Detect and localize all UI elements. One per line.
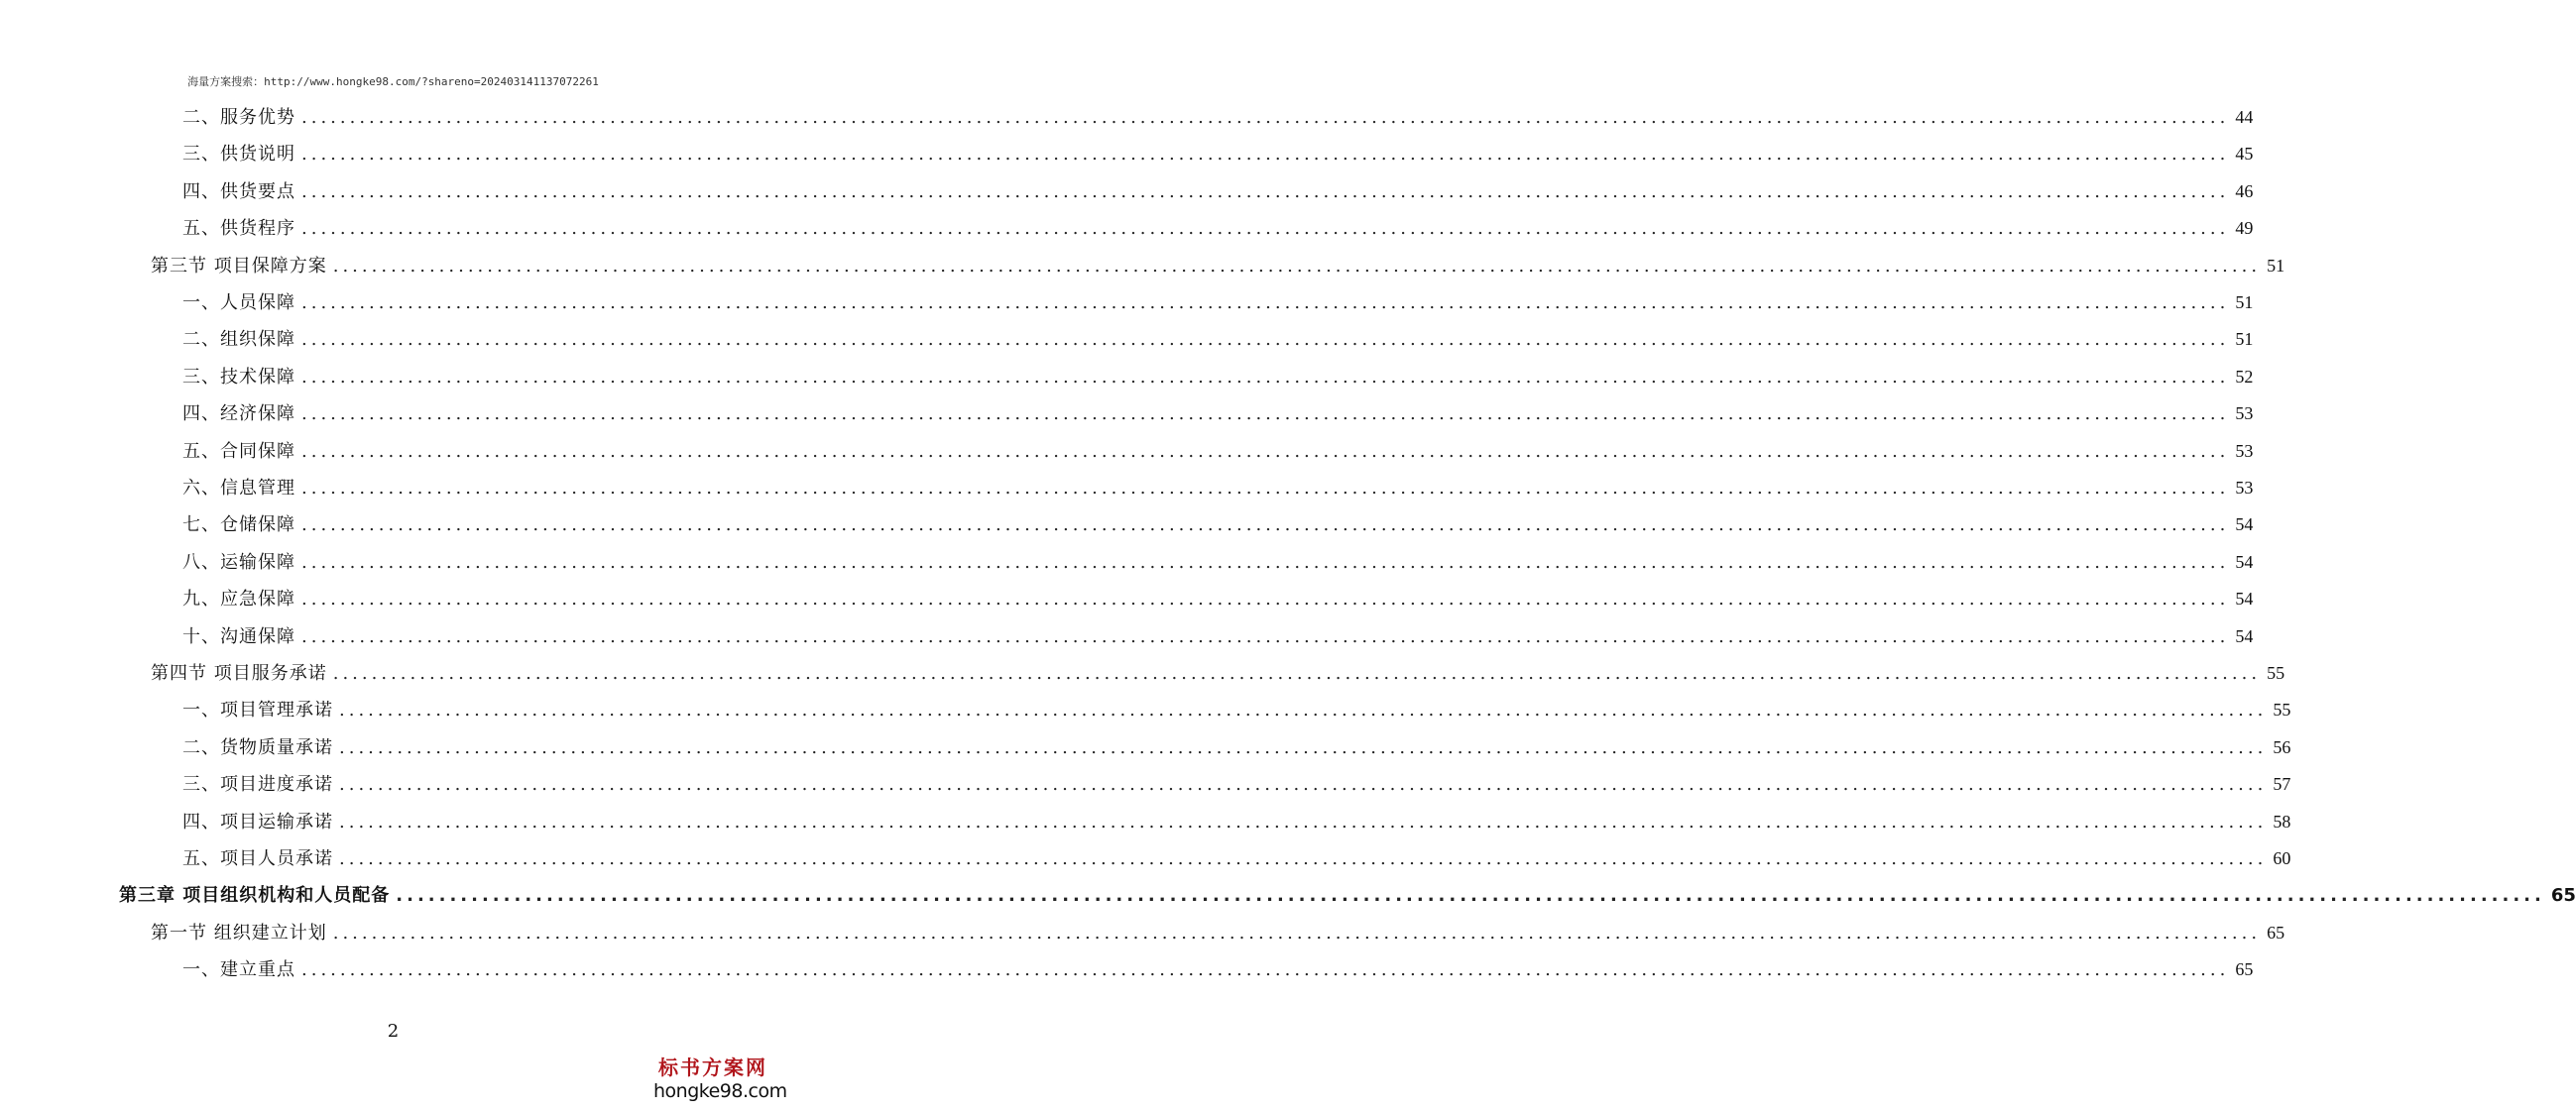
toc-leader-dots: ........................................................................................................................................................................................................ — [301, 589, 2230, 611]
toc-leader-dots: ........................................................................................................................................................................................................ — [301, 329, 2230, 351]
logo-cn-text: 标书方案网 — [658, 1056, 767, 1079]
toc-entry[interactable] — [182, 544, 2254, 581]
toc-entry[interactable] — [182, 766, 2291, 803]
toc-entry[interactable] — [182, 395, 2254, 432]
toc-leader-dots: ........................................................................................................................................................................................................ — [332, 255, 2262, 277]
toc-entry-page: 53 — [2235, 440, 2254, 461]
toc-entry-title: 第三节 项目保障方案 — [151, 255, 327, 277]
toc-entry-page: 57 — [2273, 774, 2291, 795]
toc-entry-page: 51 — [2267, 255, 2285, 276]
toc-entry[interactable] — [182, 692, 2291, 728]
toc-entry[interactable] — [182, 729, 2291, 766]
toc-entry[interactable] — [151, 915, 2285, 951]
toc-entry[interactable] — [119, 877, 2576, 914]
toc-entry-title: 五、项目人员承诺 — [182, 848, 333, 869]
toc-entry-title: 二、服务优势 — [182, 107, 295, 128]
toc-entry-title: 三、技术保障 — [182, 366, 295, 388]
toc-entry-page: 56 — [2273, 736, 2291, 757]
toc-leader-dots: ........................................................................................................................................................................................................ — [301, 218, 2230, 240]
toc-entry-title: 三、供货说明 — [182, 144, 295, 166]
toc-entry-title: 四、项目运输承诺 — [182, 811, 333, 833]
toc-entry[interactable] — [182, 581, 2254, 617]
toc-leader-dots: ........................................................................................................................................................................................................ — [301, 180, 2230, 202]
toc-entry[interactable] — [182, 470, 2254, 506]
toc-leader-dots: ........................................................................................................................................................................................................ — [301, 403, 2230, 425]
toc-entry[interactable] — [182, 618, 2254, 655]
logo-en-text: hongke98.com — [653, 1080, 787, 1102]
page-number: 2 — [387, 1021, 400, 1042]
toc-entry-title: 二、货物质量承诺 — [182, 736, 333, 758]
toc-entry-page: 65 — [2550, 885, 2576, 907]
toc-entry[interactable] — [151, 655, 2285, 692]
toc-entry-page: 58 — [2273, 811, 2291, 832]
toc-entry-title: 四、经济保障 — [182, 403, 295, 425]
toc-leader-dots: ........................................................................................................................................................................................................ — [301, 514, 2230, 536]
toc-entry-title: 一、人员保障 — [182, 292, 295, 313]
toc-entry-page: 53 — [2235, 478, 2254, 498]
toc-entry-page: 65 — [2267, 922, 2285, 943]
toc-leader-dots: ........................................................................................................................................................................................................ — [301, 551, 2230, 573]
toc-entry-page: 54 — [2235, 514, 2254, 535]
toc-entry[interactable] — [182, 433, 2254, 470]
toc-entry-page: 55 — [2273, 700, 2291, 721]
toc-entry-page: 45 — [2235, 144, 2254, 165]
toc-entry-title: 五、供货程序 — [182, 218, 295, 240]
site-logo — [653, 1052, 787, 1102]
toc-entry-page: 54 — [2235, 551, 2254, 572]
toc-entry-page: 44 — [2235, 107, 2254, 127]
toc-entry-title: 八、运输保障 — [182, 551, 295, 573]
toc-entry-page: 55 — [2267, 663, 2285, 683]
toc-entry[interactable] — [182, 210, 2254, 247]
toc-leader-dots: ........................................................................................................................................................................................................ — [332, 663, 2262, 684]
toc-entry[interactable] — [182, 951, 2254, 988]
toc-leader-dots: ........................................................................................................................................................................................................ — [301, 478, 2230, 499]
page-header-url: 海量方案搜索：http://www.hongke98.com/?shareno=202403141137072261 — [187, 75, 599, 88]
toc-entry-page: 49 — [2235, 218, 2254, 239]
toc-entry[interactable] — [151, 248, 2285, 284]
toc-entry-page: 65 — [2235, 959, 2254, 980]
toc-entry-title: 第四节 项目服务承诺 — [151, 663, 327, 684]
toc-entry[interactable] — [182, 173, 2254, 210]
toc-entry-page: 54 — [2235, 589, 2254, 610]
toc-entry-title: 十、沟通保障 — [182, 625, 295, 647]
toc-entry-title: 四、供货要点 — [182, 180, 295, 202]
toc-entry-title: 一、建立重点 — [182, 959, 295, 981]
toc-leader-dots: ........................................................................................................................................................................................................ — [301, 292, 2230, 313]
toc-entry[interactable] — [182, 804, 2291, 840]
toc-entry-page: 51 — [2235, 292, 2254, 312]
toc-entry[interactable] — [182, 840, 2291, 877]
toc-entry-title: 七、仓储保障 — [182, 514, 295, 536]
toc-entry-page: 54 — [2235, 625, 2254, 646]
toc-leader-dots: ........................................................................................................................................................................................................ — [339, 774, 2268, 796]
toc-leader-dots: ........................................................................................................................................................................................................ — [301, 440, 2230, 462]
toc-entry[interactable] — [182, 284, 2254, 321]
toc-entry-page: 52 — [2235, 366, 2254, 387]
toc-entry-title: 第三章 项目组织机构和人员配备 — [119, 885, 391, 907]
toc-entry[interactable] — [182, 321, 2254, 358]
toc-entry[interactable] — [182, 99, 2254, 136]
toc-entry[interactable] — [182, 506, 2254, 543]
toc-leader-dots: ........................................................................................................................................................................................................ — [339, 811, 2268, 833]
toc-entry-title: 二、组织保障 — [182, 329, 295, 351]
toc-entry-page: 60 — [2273, 848, 2291, 868]
toc-entry-page: 53 — [2235, 403, 2254, 424]
toc-leader-dots: ........................................................................................................................................................................................................ — [339, 700, 2268, 722]
toc-entry[interactable] — [182, 136, 2254, 172]
toc-leader-dots: ........................................................................................................................................................................................................ — [339, 736, 2268, 758]
toc-entry-title: 三、项目进度承诺 — [182, 774, 333, 796]
toc-leader-dots: ........................................................................................................................................................................................................ — [301, 366, 2230, 388]
toc-leader-dots: ........................................................................................................................................................................................................ — [301, 959, 2230, 981]
toc-entry-page: 51 — [2235, 329, 2254, 350]
toc-leader-dots: ........................................................................................................................................................................................................ — [301, 107, 2230, 128]
toc-leader-dots: ........................................................................................................................................................................................................ — [339, 848, 2268, 869]
toc-entry-title: 九、应急保障 — [182, 589, 295, 611]
toc-leader-dots: ........................................................................................................................................................................................................ — [301, 625, 2230, 647]
toc-entry-title: 六、信息管理 — [182, 478, 295, 499]
toc-entry[interactable] — [182, 359, 2254, 395]
toc-entry-page: 46 — [2235, 180, 2254, 201]
toc-leader-dots: ........................................................................................................................................................................................................ — [396, 885, 2545, 907]
toc-entry-title: 五、合同保障 — [182, 440, 295, 462]
toc-leader-dots: ........................................................................................................................................................................................................ — [301, 144, 2230, 166]
toc-entry-title: 第一节 组织建立计划 — [151, 922, 327, 944]
toc-leader-dots: ........................................................................................................................................................................................................ — [332, 922, 2262, 944]
toc-entry-title: 一、项目管理承诺 — [182, 700, 333, 722]
